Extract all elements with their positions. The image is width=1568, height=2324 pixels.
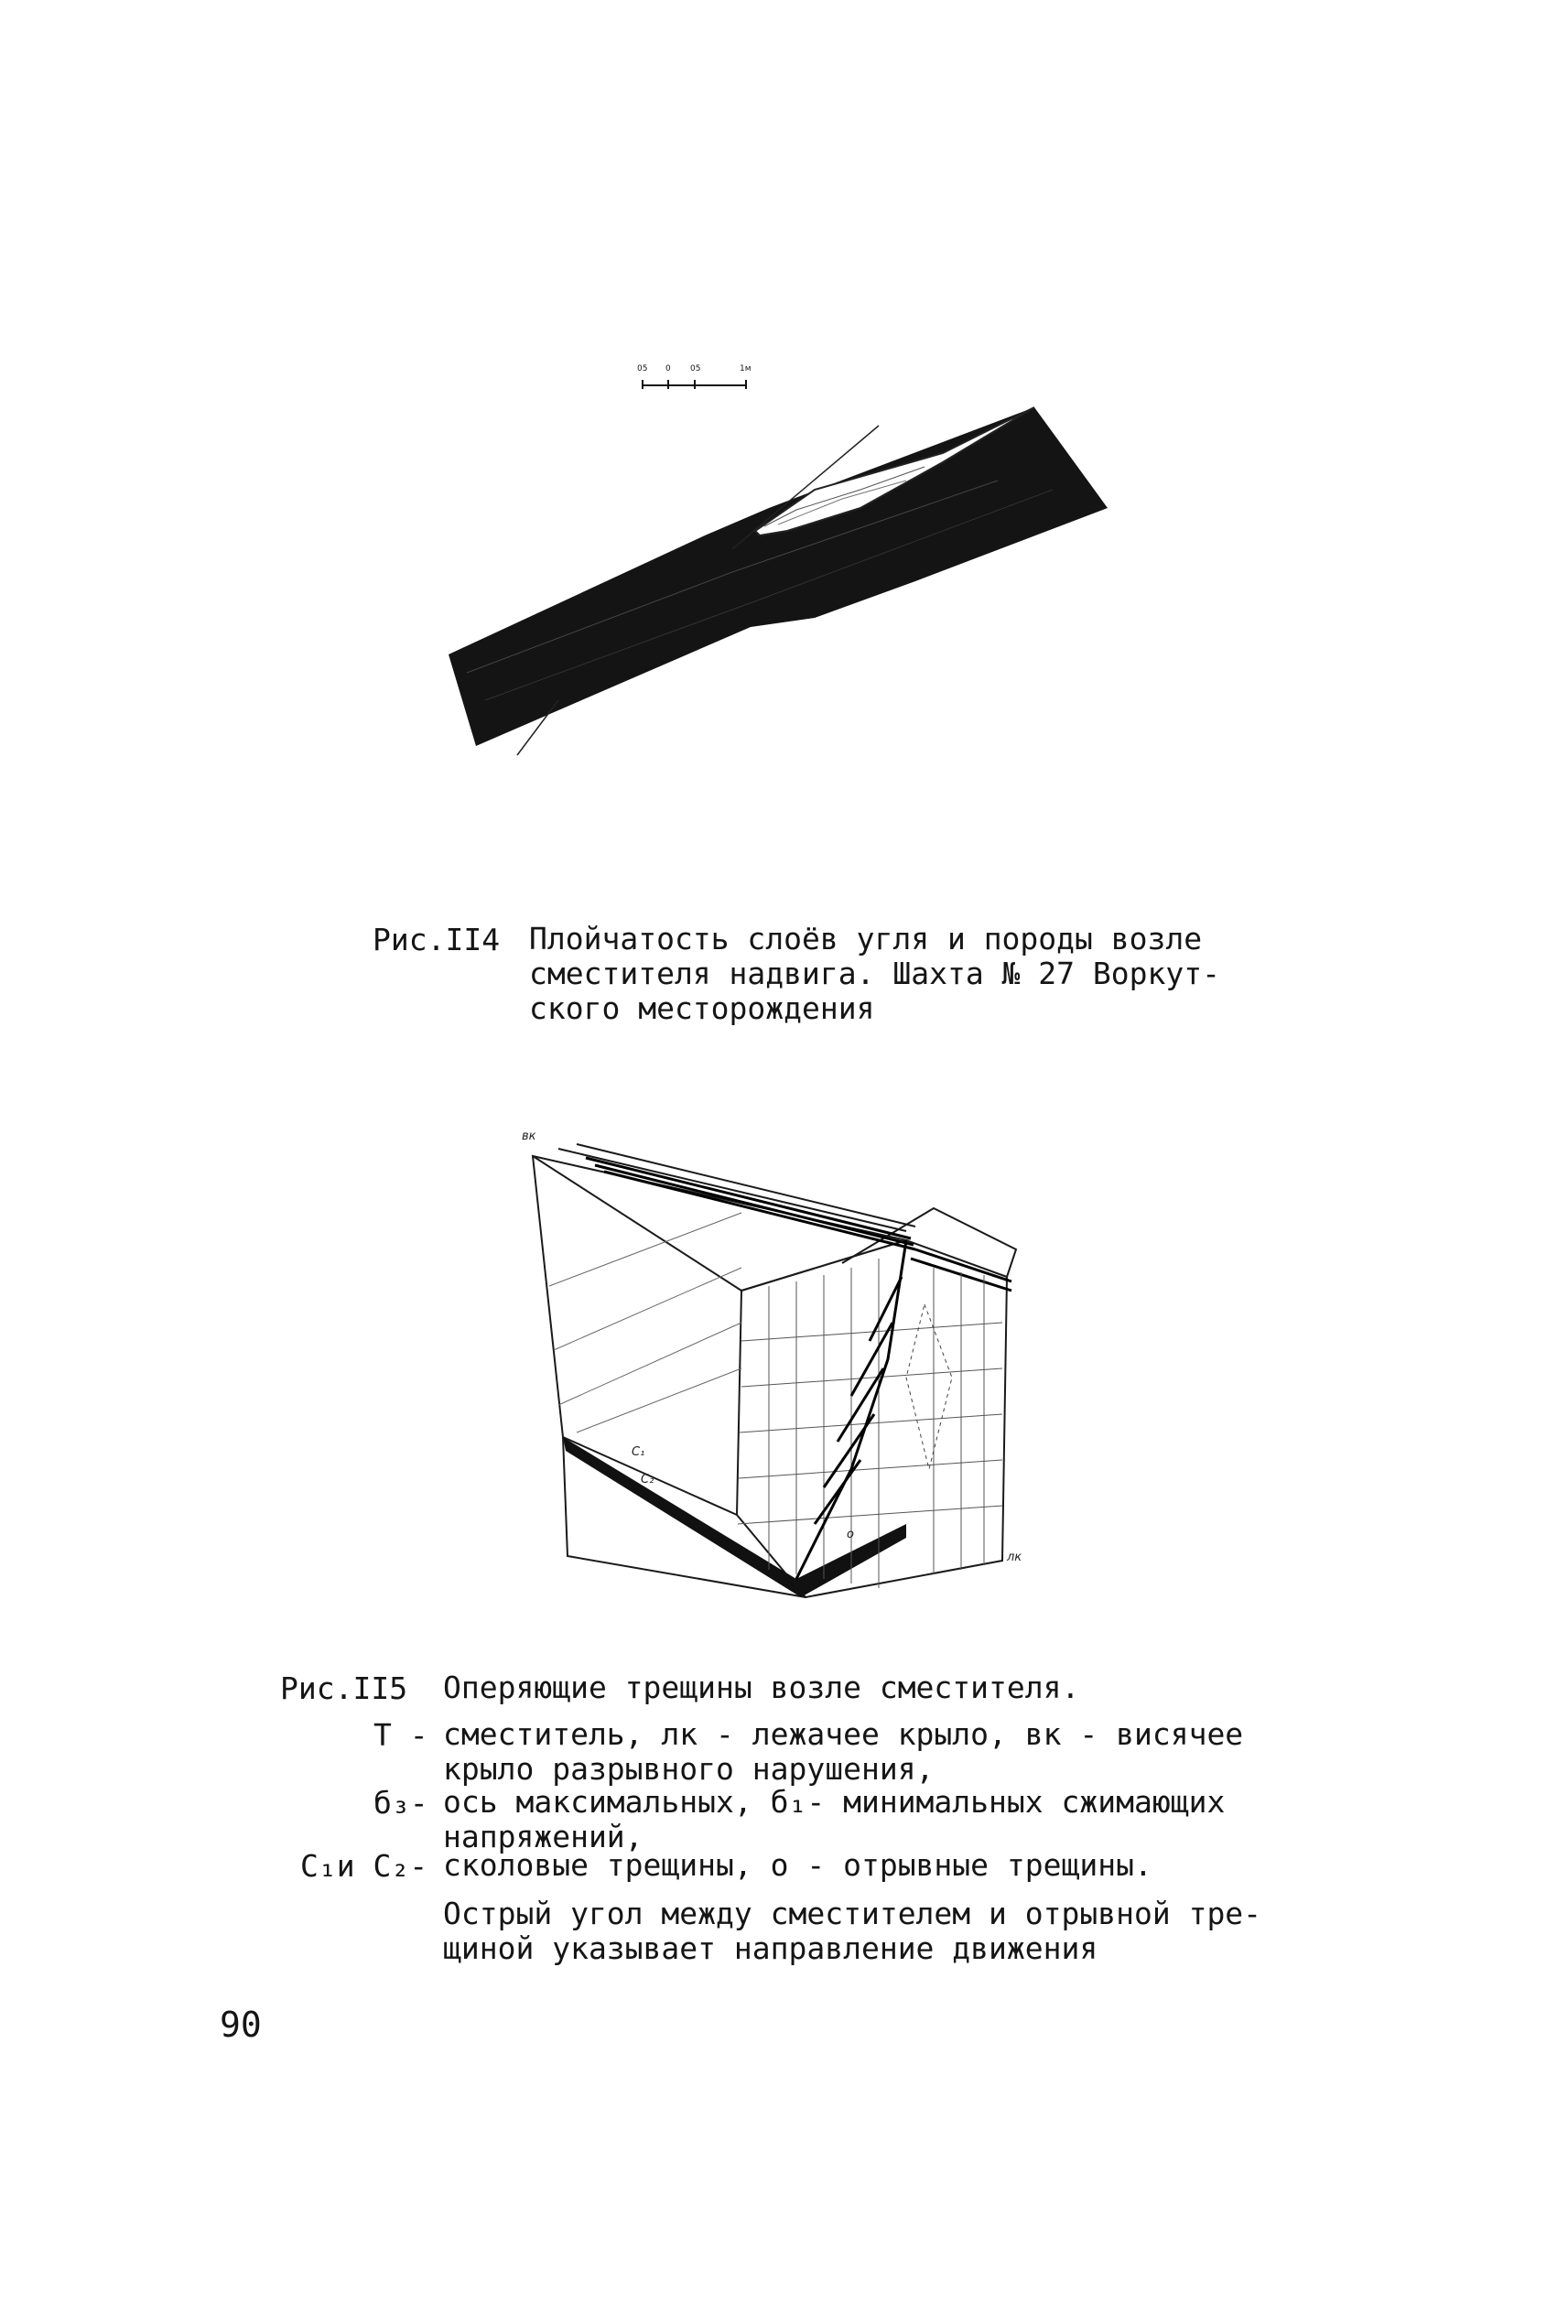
scale-label-05b: 05 xyxy=(690,364,701,373)
legend-line: сместитель, лк - лежачее крыло, вк - висячее xyxy=(443,1716,1244,1752)
note-line: щиной указывает направление движения xyxy=(443,1930,1098,1966)
legend-line: напряжений, xyxy=(443,1819,643,1854)
label-c2: С₂ xyxy=(641,1473,654,1486)
note-line: Острый угол между сместителем и отрывной тре- xyxy=(443,1896,1262,1931)
scale-label-0: 0 xyxy=(665,364,671,373)
figure-115-label: Рис.II5 xyxy=(280,1670,408,1706)
figure-114 xyxy=(430,352,1126,764)
legend-term-sigma: б₃- xyxy=(373,1785,428,1821)
scale-bar xyxy=(643,380,746,389)
page-number: 90 xyxy=(220,2005,262,2045)
legend-text-t xyxy=(443,1717,1243,1787)
caption-line: Плойчатость слоёв угля и породы возле xyxy=(529,921,1203,957)
coal-band xyxy=(449,407,1108,746)
legend-line: ось максимальных, б₁- минимальных сжимающих xyxy=(443,1784,1226,1820)
caption-line: ского месторождения xyxy=(529,990,875,1026)
legend-term-c1c2: С₁и С₂- xyxy=(300,1848,428,1884)
legend-term-t: Т - xyxy=(373,1717,428,1753)
figure-114-label: Рис.II4 xyxy=(373,922,501,957)
figure-114-caption xyxy=(529,922,1220,1026)
legend-text-c1c2 xyxy=(443,1848,1152,1883)
scale-label-1m: 1м xyxy=(740,364,752,373)
legend-line: крыло разрывного нарушения, xyxy=(443,1751,935,1787)
label-vk: вк xyxy=(522,1130,536,1143)
figure-115 xyxy=(522,1121,1053,1616)
scale-label-05a: 05 xyxy=(637,364,648,373)
legend-line: сколовые трещины, о - отрывные трещины. xyxy=(443,1847,1152,1883)
feather-fractures xyxy=(815,1277,902,1524)
caption-line: сместителя надвига. Шахта № 27 Воркут- xyxy=(529,956,1220,991)
fault-block-diagram xyxy=(522,1121,1053,1616)
coal-layer-drawing xyxy=(430,352,1126,764)
label-c1: С₁ xyxy=(632,1445,645,1459)
legend-text-sigma xyxy=(443,1785,1225,1854)
figure-115-title: Оперяющие трещины возле сместителя. xyxy=(443,1670,1080,1705)
label-o: о xyxy=(847,1528,854,1541)
figure-115-note xyxy=(443,1897,1261,1966)
label-lk: лк xyxy=(1007,1551,1022,1564)
